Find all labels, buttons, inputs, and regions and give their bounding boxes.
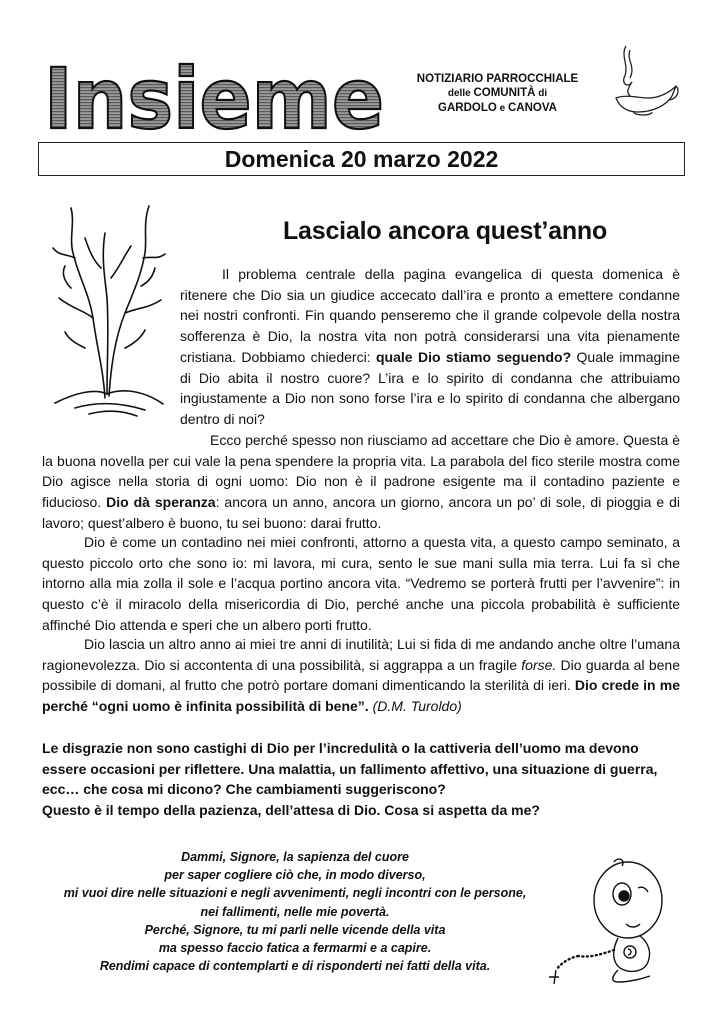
reflection-paragraph-2: Questo è il tempo della pazienza, dell’attesa di Dio. Cosa si aspetta da me?	[42, 802, 540, 819]
prayer-line: per saper cogliere ciò che, in modo diverso,	[164, 868, 426, 883]
reflection-paragraph-1: Le disgrazie non sono castighi di Dio per l’incredulità o la cattiveria dell’uomo ma devono essere occasioni per riflettere. Una malattia, un fallimento affettivo, una situazione di guerra, ecc… che cosa mi dicono? Che cambiamenti suggeriscono?	[42, 740, 658, 798]
prayer-line: mi vuoi dire nelle situazioni e negli avvenimenti, negli incontri con le persone,	[63, 886, 527, 901]
masthead-line-2: delle COMUNITÀ di	[447, 87, 548, 99]
oil-lamp-icon	[612, 42, 682, 122]
article-paragraph-1: Il problema centrale della pagina evangelica di questa domenica è ritenere che Dio sia un giudice accecato dall’ira e pronto a emettere condanne nei nostri confronti. Fin quando penseremo che il grande colpevole della nostra sofferenza è Dio, la nostra vita non potrà considerarsi una vita pienamente cristiana. Dobbiamo chiederci: quale Dio stiamo seguendo? Quale immagine di Dio abita il nostro cuore? L’ira e lo spirito di condanna che attribuiamo ingiustamente a Dio non sono forse l’ira e lo spirito di condanna che albergano dentro di noi?	[180, 266, 680, 427]
masthead-subtitle	[380, 72, 615, 116]
article-paragraph-2: Ecco perché spesso non riusciamo ad accettare che Dio è amore. Questa è la buona novella per cui vale la pena spendere la propria vita. La parabola del fico sterile mostra come Dio agisce nella storia di ogni uomo: Dio non è il padrone esigente ma il contadino paziente e fiducioso. Dio dà speranza: ancora un anno, ancora un giorno, ancora un po’ di sole, di pioggia e di lavoro; quest’albero è buono, tu sei buono: darai frutto.	[42, 432, 680, 531]
masthead-line-3: GARDOLO e CANOVA	[438, 102, 557, 114]
prayer-line: Perché, Signore, tu mi parli nelle vicende della vita	[144, 922, 446, 937]
article-title: Lascialo ancora quest’anno	[282, 217, 608, 245]
prayer-line: nei fallimenti, nelle mie povertà.	[200, 904, 390, 919]
masthead-line-1: NOTIZIARIO PARROCCHIALE	[416, 73, 579, 85]
article-paragraph-3: Dio è come un contadino nei miei confronti, attorno a questa vita, a questo campo seminato, a questo piccolo orto che sono io: mi lavora, mi cura, sento le sue mani sulla mia terra. Lui fa sì che intorno alla mia zolla il sole e l’acqua portino ancora vita. “Vedremo se porterà frutti per l’avvenire”: in questo c’è il miracolo della misericordia di Dio, perché anche una piccola probabilità è sufficiente affinché Dio attenda e speri che un albero porti frutto.	[42, 534, 680, 633]
masthead-logo	[42, 48, 387, 136]
reflection-block	[42, 738, 682, 821]
prayer-line: Dammi, Signore, la sapienza del cuore	[181, 850, 409, 864]
masthead-title: Insieme	[44, 50, 384, 136]
issue-date: Domenica 20 marzo 2022	[38, 142, 685, 176]
prayer-line: ma spesso faccio fatica a fermarmi e a capire.	[158, 941, 432, 956]
article-paragraph-4: Dio lascia un altro anno ai miei tre anni di inutilità; Lui si fida di me andando anche oltre l’umana ragionevolezza. Dio si accontenta di una possibilità, si aggrappa a un fragile forse. Dio guarda al bene possibile di domani, al frutto che potrò portare domani dimenticando la sterilità di ieri. Dio crede in me perché “ogni uomo è infinita possibilità di bene”. (D.M. Turoldo)	[42, 636, 680, 715]
prayer-line: Rendimi capace di contemplarti e di risponderti nei fatti della vita.	[99, 959, 491, 974]
praying-child-illustration	[548, 858, 673, 986]
fig-tree-illustration	[45, 198, 170, 423]
prayer	[20, 848, 570, 975]
